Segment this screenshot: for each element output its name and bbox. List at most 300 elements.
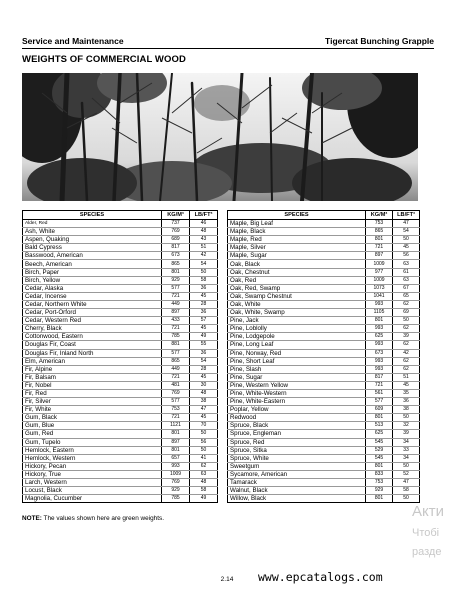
species-cell: Hemlock, Western [23,454,162,462]
lb-per-ft3-cell: 49 [190,333,218,341]
species-cell: Maple, Big Leaf [228,220,366,228]
watermark-url: www.epcatalogs.com [258,570,383,584]
kg-per-m3-cell: 993 [366,365,393,373]
table-row [228,446,420,454]
lb-per-ft3-cell: 36 [190,309,218,317]
activation-overlay-line: разде [412,546,442,558]
species-cell: Pine, Short Leaf [228,357,366,365]
kg-per-m3-cell: 785 [162,495,190,503]
kg-per-m3-cell: 1073 [366,284,393,292]
species-cell: Douglas Fir, Inland North [23,349,162,357]
kg-per-m3-cell: 545 [366,438,393,446]
lb-per-ft3-cell: 42 [190,252,218,260]
kg-per-m3-cell: 801 [366,414,393,422]
lb-per-ft3-cell: 58 [190,276,218,284]
table-row [228,414,420,422]
table-row [23,462,218,470]
kg-per-m3-cell: 993 [366,357,393,365]
lb-per-ft3-cell: 45 [393,381,420,389]
table-row [228,260,420,268]
kg-per-m3-cell: 481 [162,381,190,389]
kg-per-m3-cell: 577 [162,349,190,357]
lb-per-ft3-cell: 43 [190,236,218,244]
lb-per-ft3-cell: 63 [393,276,420,284]
kg-per-m3-cell: 897 [162,438,190,446]
kg-per-m3-cell: 673 [366,349,393,357]
table-row [23,438,218,446]
species-cell: Fir, Nobel [23,381,162,389]
kg-per-m3-cell: 929 [162,487,190,495]
lb-per-ft3-cell: 50 [190,430,218,438]
lb-per-ft3-cell: 36 [190,349,218,357]
lb-per-ft3-cell: 28 [190,365,218,373]
lb-per-ft3-cell: 54 [190,260,218,268]
kg-per-m3-cell: 657 [162,454,190,462]
lb-per-ft3-cell: 50 [393,317,420,325]
lb-per-ft3-cell: 38 [190,398,218,406]
kg-per-m3-cell: 753 [366,220,393,228]
lb-per-ft3-cell: 45 [190,292,218,300]
kg-per-m3-cell: 609 [366,406,393,414]
species-cell: Gum, Blue [23,422,162,430]
lb-per-ft3-cell: 55 [190,341,218,349]
table-row [23,349,218,357]
lb-per-ft3-cell: 39 [393,430,420,438]
species-cell: Maple, Sugar [228,252,366,260]
table-row [23,414,218,422]
species-cell: Gum, Red [23,430,162,438]
table-row [23,317,218,325]
table-row [228,495,420,503]
species-cell: Pine, Sugar [228,373,366,381]
table-row [228,389,420,397]
lb-per-ft3-cell: 30 [190,381,218,389]
lb-per-ft3-cell: 47 [393,479,420,487]
lb-per-ft3-cell: 48 [190,228,218,236]
table-row [23,309,218,317]
kg-per-m3-cell: 929 [366,487,393,495]
kg-per-m3-cell: 1009 [366,276,393,284]
species-cell: Locust, Black [23,487,162,495]
kg-per-m3-cell: 1121 [162,422,190,430]
species-cell: Bald Cypress [23,244,162,252]
lb-per-ft3-cell: 48 [190,389,218,397]
species-cell: Pine, White-Eastern [228,398,366,406]
table-row [228,284,420,292]
header-section-title: Service and Maintenance [22,36,124,46]
wood-weights-table-left [22,210,218,503]
kg-per-m3-cell: 769 [162,228,190,236]
kg-per-m3-cell: 673 [162,252,190,260]
kg-per-m3-cell: 625 [366,430,393,438]
species-cell: Fir, Silver [23,398,162,406]
table-row [23,454,218,462]
table-row [23,365,218,373]
lb-per-ft3-cell: 50 [393,236,420,244]
lb-per-ft3-cell: 48 [190,479,218,487]
table-row [228,381,420,389]
wood-weights-table-right [227,210,420,503]
table-row [23,252,218,260]
table-row [23,276,218,284]
lb-per-ft3-cell: 56 [190,438,218,446]
table-row [228,470,420,478]
species-cell: Willow, Black [228,495,366,503]
kg-per-m3-cell: 1009 [366,260,393,268]
species-cell: Fir, Balsam [23,373,162,381]
lb-per-ft3-cell: 34 [393,438,420,446]
table-row [228,300,420,308]
lb-per-ft3-cell: 38 [393,406,420,414]
table-row [228,365,420,373]
kg-per-m3-cell: 929 [162,276,190,284]
kg-per-m3-cell: 433 [162,317,190,325]
species-cell: Oak, White, Swamp [228,309,366,317]
lb-per-ft3-cell: 54 [393,228,420,236]
kg-per-m3-cell: 881 [162,341,190,349]
header-product-name: Tigercat Bunching Grapple [325,36,434,46]
column-header-species: SPECIES [23,211,162,220]
species-cell: Pine, White-Western [228,389,366,397]
lb-per-ft3-cell: 51 [190,244,218,252]
lb-per-ft3-cell: 63 [393,260,420,268]
lb-per-ft3-cell: 50 [393,414,420,422]
kg-per-m3-cell: 721 [366,381,393,389]
species-cell: Spruce, Red [228,438,366,446]
table-row [228,252,420,260]
table-row [23,284,218,292]
lb-per-ft3-cell: 46 [190,220,218,228]
kg-per-m3-cell: 1105 [366,309,393,317]
table-row [23,422,218,430]
lb-per-ft3-cell: 35 [393,389,420,397]
green-weights-note [22,515,164,522]
species-cell: Maple, Red [228,236,366,244]
kg-per-m3-cell: 785 [162,333,190,341]
table-row [23,341,218,349]
table-row [228,406,420,414]
kg-per-m3-cell: 801 [162,268,190,276]
lb-per-ft3-cell: 41 [190,454,218,462]
kg-per-m3-cell: 721 [366,244,393,252]
table-row [228,398,420,406]
species-cell: Maple, Silver [228,244,366,252]
species-cell: Douglas Fir, Coast [23,341,162,349]
kg-per-m3-cell: 801 [162,446,190,454]
lb-per-ft3-cell: 47 [393,220,420,228]
lb-per-ft3-cell: 50 [190,268,218,276]
table-row [228,236,420,244]
species-cell: Poplar, Yellow [228,406,366,414]
lb-per-ft3-cell: 62 [393,341,420,349]
kg-per-m3-cell: 865 [366,228,393,236]
species-cell: Ash, White [23,228,162,236]
table-row [23,406,218,414]
species-cell: Pine, Long Leaf [228,341,366,349]
kg-per-m3-cell: 1041 [366,292,393,300]
table-row [228,430,420,438]
lb-per-ft3-cell: 45 [190,414,218,422]
lb-per-ft3-cell: 70 [190,422,218,430]
species-cell: Walnut, Black [228,487,366,495]
table-row [23,470,218,478]
table-row [23,268,218,276]
kg-per-m3-cell: 577 [366,398,393,406]
species-cell: Oak, Chestnut [228,268,366,276]
table-row [228,276,420,284]
kg-per-m3-cell: 577 [162,398,190,406]
kg-per-m3-cell: 865 [162,260,190,268]
species-cell: Spruce, Sitka [228,446,366,454]
species-cell: Elm, American [23,357,162,365]
kg-per-m3-cell: 993 [366,341,393,349]
table-row [23,260,218,268]
kg-per-m3-cell: 753 [366,479,393,487]
kg-per-m3-cell: 577 [162,284,190,292]
species-cell: Pine, Western Yellow [228,381,366,389]
lb-per-ft3-cell: 33 [393,446,420,454]
table-row [23,220,218,228]
kg-per-m3-cell: 545 [366,454,393,462]
table-row [228,438,420,446]
kg-per-m3-cell: 721 [162,373,190,381]
lb-per-ft3-cell: 54 [190,357,218,365]
kg-per-m3-cell: 993 [366,300,393,308]
lb-per-ft3-cell: 42 [393,349,420,357]
column-header-species: SPECIES [228,211,366,220]
table-row [23,381,218,389]
column-header-kg: KG/M³ [162,211,190,220]
species-cell: Cedar, Northern White [23,300,162,308]
table-row [23,325,218,333]
lb-per-ft3-cell: 36 [190,284,218,292]
kg-per-m3-cell: 1009 [162,470,190,478]
species-cell: Magnolia, Cucumber [23,495,162,503]
kg-per-m3-cell: 817 [162,244,190,252]
activation-overlay-line: Акти [412,503,444,520]
kg-per-m3-cell: 561 [366,389,393,397]
lb-per-ft3-cell: 57 [190,317,218,325]
column-header-lb: LB/FT³ [393,211,420,220]
table-row [228,292,420,300]
kg-per-m3-cell: 897 [366,252,393,260]
table-row [228,220,420,228]
table-row [228,244,420,252]
page-number: 2.14 [220,576,234,583]
column-header-lb: LB/FT³ [190,211,218,220]
species-cell: Beech, American [23,260,162,268]
species-cell: Spruce, White [228,454,366,462]
table-row [23,373,218,381]
lb-per-ft3-cell: 45 [393,244,420,252]
species-cell: Spruce, Engleman [228,430,366,438]
kg-per-m3-cell: 689 [162,236,190,244]
lb-per-ft3-cell: 62 [393,365,420,373]
table-row [228,341,420,349]
activation-overlay-line: Чтобі [412,527,440,539]
kg-per-m3-cell: 449 [162,300,190,308]
table-row [23,228,218,236]
species-cell: Fir, Red [23,389,162,397]
table-row [23,292,218,300]
table-row [23,244,218,252]
kg-per-m3-cell: 801 [366,317,393,325]
species-cell: Oak, Red, Swamp [228,284,366,292]
species-cell: Cedar, Port-Orford [23,309,162,317]
species-cell: Alder, Red [23,220,162,228]
species-cell: Hickory, True [23,470,162,478]
lb-per-ft3-cell: 52 [393,470,420,478]
kg-per-m3-cell: 993 [366,325,393,333]
kg-per-m3-cell: 721 [162,325,190,333]
lb-per-ft3-cell: 45 [190,373,218,381]
species-cell: Cedar, Western Red [23,317,162,325]
species-cell: Pine, Lodgepole [228,333,366,341]
lb-per-ft3-cell: 61 [393,268,420,276]
lb-per-ft3-cell: 58 [190,487,218,495]
table-row [23,446,218,454]
kg-per-m3-cell: 769 [162,389,190,397]
species-cell: Maple, Black [228,228,366,236]
species-cell: Spruce, Black [228,422,366,430]
lb-per-ft3-cell: 49 [190,495,218,503]
species-cell: Fir, Alpine [23,365,162,373]
species-cell: Pine, Jack [228,317,366,325]
kg-per-m3-cell: 865 [162,357,190,365]
kg-per-m3-cell: 801 [162,430,190,438]
species-cell: Pine, Norway, Red [228,349,366,357]
kg-per-m3-cell: 513 [366,422,393,430]
table-row [228,333,420,341]
table-row [228,373,420,381]
lb-per-ft3-cell: 50 [393,462,420,470]
lb-per-ft3-cell: 63 [190,470,218,478]
species-cell: Oak, Black [228,260,366,268]
kg-per-m3-cell: 993 [162,462,190,470]
species-cell: Cherry, Black [23,325,162,333]
species-cell: Fir, White [23,406,162,414]
lb-per-ft3-cell: 32 [393,422,420,430]
header-divider [22,48,434,49]
kg-per-m3-cell: 801 [366,495,393,503]
lb-per-ft3-cell: 28 [190,300,218,308]
table-row [228,487,420,495]
kg-per-m3-cell: 721 [162,414,190,422]
table-row [23,398,218,406]
lb-per-ft3-cell: 65 [393,292,420,300]
kg-per-m3-cell: 801 [366,462,393,470]
kg-per-m3-cell: 625 [366,333,393,341]
kg-per-m3-cell: 737 [162,220,190,228]
table-row [228,309,420,317]
kg-per-m3-cell: 529 [366,446,393,454]
species-cell: Cedar, Alaska [23,284,162,292]
species-cell: Cottonwood, Eastern [23,333,162,341]
note-text: The values shown here are green weights. [41,515,164,522]
table-row [23,333,218,341]
lb-per-ft3-cell: 58 [393,487,420,495]
kg-per-m3-cell: 801 [366,236,393,244]
table-row [23,495,218,503]
lb-per-ft3-cell: 62 [393,357,420,365]
table-row [228,357,420,365]
lb-per-ft3-cell: 34 [393,454,420,462]
lb-per-ft3-cell: 50 [393,495,420,503]
lb-per-ft3-cell: 39 [393,333,420,341]
page-title: WEIGHTS OF COMMERCIAL WOOD [22,54,186,65]
lb-per-ft3-cell: 62 [393,300,420,308]
species-cell: Birch, Paper [23,268,162,276]
lb-per-ft3-cell: 45 [190,325,218,333]
lb-per-ft3-cell: 36 [393,398,420,406]
species-cell: Pine, Loblolly [228,325,366,333]
table-row [228,454,420,462]
species-cell: Aspen, Quaking [23,236,162,244]
kg-per-m3-cell: 977 [366,268,393,276]
table-row [23,389,218,397]
note-label: NOTE: [22,515,42,522]
species-cell: Birch, Yellow [23,276,162,284]
kg-per-m3-cell: 897 [162,309,190,317]
species-cell: Sweetgum [228,462,366,470]
table-row [23,357,218,365]
species-cell: Hickory, Pecan [23,462,162,470]
lb-per-ft3-cell: 47 [190,406,218,414]
table-row [228,422,420,430]
table-row [23,430,218,438]
table-row [23,300,218,308]
species-cell: Oak, White [228,300,366,308]
kg-per-m3-cell: 769 [162,479,190,487]
species-cell: Tamarack [228,479,366,487]
kg-per-m3-cell: 721 [162,292,190,300]
kg-per-m3-cell: 817 [366,373,393,381]
lb-per-ft3-cell: 62 [190,462,218,470]
kg-per-m3-cell: 753 [162,406,190,414]
table-row [23,479,218,487]
species-cell: Larch, Western [23,479,162,487]
column-header-kg: KG/M³ [366,211,393,220]
lb-per-ft3-cell: 69 [393,309,420,317]
species-cell: Sycamore, American [228,470,366,478]
table-row [23,487,218,495]
species-cell: Cedar, Incense [23,292,162,300]
table-row [228,228,420,236]
kg-per-m3-cell: 833 [366,470,393,478]
table-row [23,236,218,244]
species-cell: Gum, Black [23,414,162,422]
lb-per-ft3-cell: 50 [190,446,218,454]
table-row [228,349,420,357]
table-row [228,462,420,470]
species-cell: Gum, Tupelo [23,438,162,446]
lb-per-ft3-cell: 56 [393,252,420,260]
lb-per-ft3-cell: 67 [393,284,420,292]
species-cell: Basswood, American [23,252,162,260]
table-row [228,317,420,325]
species-cell: Redwood [228,414,366,422]
table-row [228,268,420,276]
lb-per-ft3-cell: 62 [393,325,420,333]
forest-canopy-photo [22,73,418,201]
table-row [228,325,420,333]
species-cell: Oak, Red [228,276,366,284]
table-row [228,479,420,487]
species-cell: Oak, Swamp Chestnut [228,292,366,300]
kg-per-m3-cell: 449 [162,365,190,373]
species-cell: Pine, Slash [228,365,366,373]
lb-per-ft3-cell: 51 [393,373,420,381]
